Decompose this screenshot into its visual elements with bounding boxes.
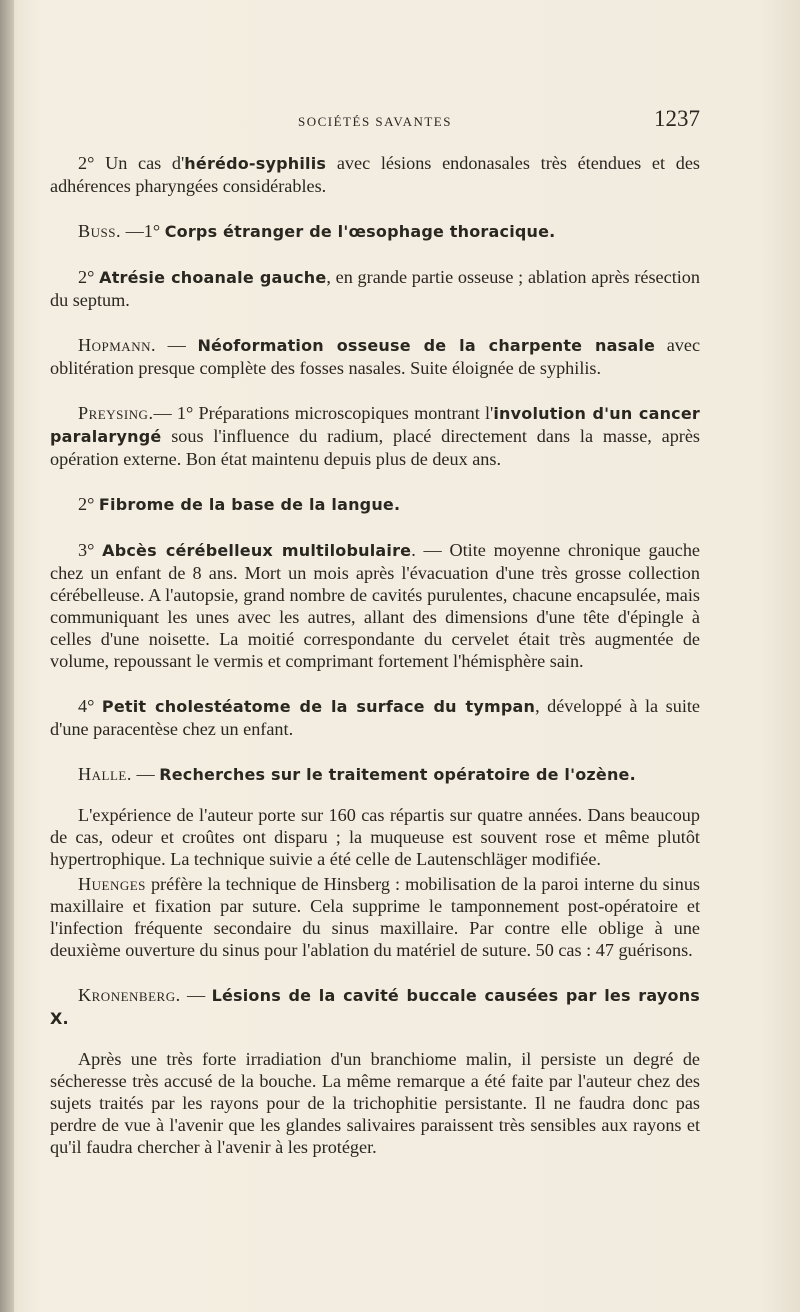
entry-title: hérédo-syphilis (184, 154, 327, 173)
page-number: 1237 (654, 106, 700, 131)
entry-hopmann (50, 334, 700, 379)
entry-text: sous l'influence du radium, placé directement dans la masse, après opération externe. Bon état maintenu depuis plus de deux ans. (50, 426, 700, 469)
entry-fibrome (50, 493, 700, 516)
entry-text: Après une très forte irradiation d'un branchiome malin, il persiste un degré de sécheresse très accusé de la bouche. La même remarque a été faite par l'auteur chez des sujets traités par les rayons pour de la trichophitie persistante. Il ne faudra donc pas perdre de vue à l'avenir que les glandes salivaires paraissent très sensibles aux rayons et qu'il faudra chercher à l'avenir à les protéger. (50, 1049, 700, 1157)
author-name: Hopmann. (78, 335, 157, 355)
entry-preysing (50, 402, 700, 470)
entry-text: Un cas d' (94, 153, 185, 173)
article-body (50, 152, 700, 1158)
author-name: Huenges (78, 874, 146, 894)
entry-text: , développé à la suite d'une paracentèse chez un enfant. (50, 696, 700, 739)
author-name: Preysing. (78, 403, 154, 423)
entry-heredo-syphilis (50, 152, 700, 197)
entry-number: 4° (78, 696, 95, 716)
entry-kronenberg-body (50, 1048, 700, 1158)
entry-abces-cerebelleux (50, 539, 700, 672)
entry-separator: — (156, 335, 198, 355)
entry-separator: — 1° (153, 403, 199, 423)
entry-huenges (50, 873, 700, 961)
entry-text: Préparations microscopiques montrant l' (198, 403, 494, 423)
running-head: SOCIÉTÉS SAVANTES (298, 114, 452, 129)
entry-kronenberg (50, 984, 700, 1030)
entry-number: 2° (78, 494, 95, 514)
author-name: Kronenberg. (78, 985, 181, 1005)
entry-cholesteatome (50, 695, 700, 740)
entry-title: involution d'un cancer paralaryngé (50, 404, 700, 446)
entry-text: , en grande partie osseuse ; ablation après résection du septum. (50, 267, 700, 310)
entry-number: 2° (78, 153, 95, 173)
entry-text: avec oblitération presque complète des fosses nasales. Suite éloignée de syphilis. (50, 335, 701, 378)
entry-title: Petit cholestéatome de la surface du tympan (101, 697, 536, 716)
entry-title: Lésions de la cavité buccale causées par les rayons X. (50, 986, 701, 1028)
entry-title: Corps étranger de l'œsophage thoracique. (164, 222, 556, 241)
entry-title: Recherches sur le traitement opératoire de l'ozène. (159, 765, 636, 784)
entry-title: Abcès cérébelleux multilobulaire (102, 541, 412, 560)
author-name: Halle. (78, 764, 132, 784)
entry-separator: — (180, 985, 212, 1005)
entry-halle-body (50, 804, 700, 870)
entry-title: Fibrome de la base de la langue. (98, 495, 401, 514)
entry-buss (50, 220, 700, 243)
entry-text: . — Otite moyenne chronique gauche chez un enfant de 8 ans. Mort un mois après l'évacuation d'une très grosse collection cérébelleuse. A l'autopsie, grand nombre de cavités purulentes, chacune encapsulée, mais communiquant les unes avec les autres, allant des dimensions d'une tête d'épingle à celles d'une noisette. La moitié correspondante du cervelet était très augmentée de volume, repoussant le vermis et comprimant fortement l'hémisphère sain. (50, 540, 700, 671)
entry-number: 2° (78, 267, 95, 287)
page-header (0, 100, 800, 140)
entry-separator: —1° (121, 221, 165, 241)
entry-title: Néoformation osseuse de la charpente nasale (197, 336, 656, 355)
entry-separator: — (131, 764, 160, 784)
entry-number: 3° (78, 540, 95, 560)
author-name: Buss. (78, 221, 122, 241)
entry-halle (50, 763, 700, 786)
entry-text: avec lésions endonasales très étendues et des adhérences pharyngées considérables. (50, 153, 700, 196)
entry-text: L'expérience de l'auteur porte sur 160 cas répartis sur quatre années. Dans beaucoup de cas, odeur et croûtes ont disparu ; la muqueuse est souvent rose et même plutôt hypertrophique. La technique suivie a été celle de Lautenschläger modifiée. (50, 805, 700, 869)
entry-title: Atrésie choanale gauche (99, 268, 327, 287)
entry-text: préfère la technique de Hinsberg : mobilisation de la paroi interne du sinus maxillaire et fixation par suture. Cela supprime le tamponnement post-opératoire et l'infection fréquente secondaire du sinus maxillaire. Par contre elle oblige à une deuxième ouverture du sinus pour l'ablation du matériel de suture. 50 cas : 47 guérisons. (50, 874, 700, 960)
book-gutter (0, 0, 14, 1312)
entry-atresie-choanale (50, 266, 700, 311)
